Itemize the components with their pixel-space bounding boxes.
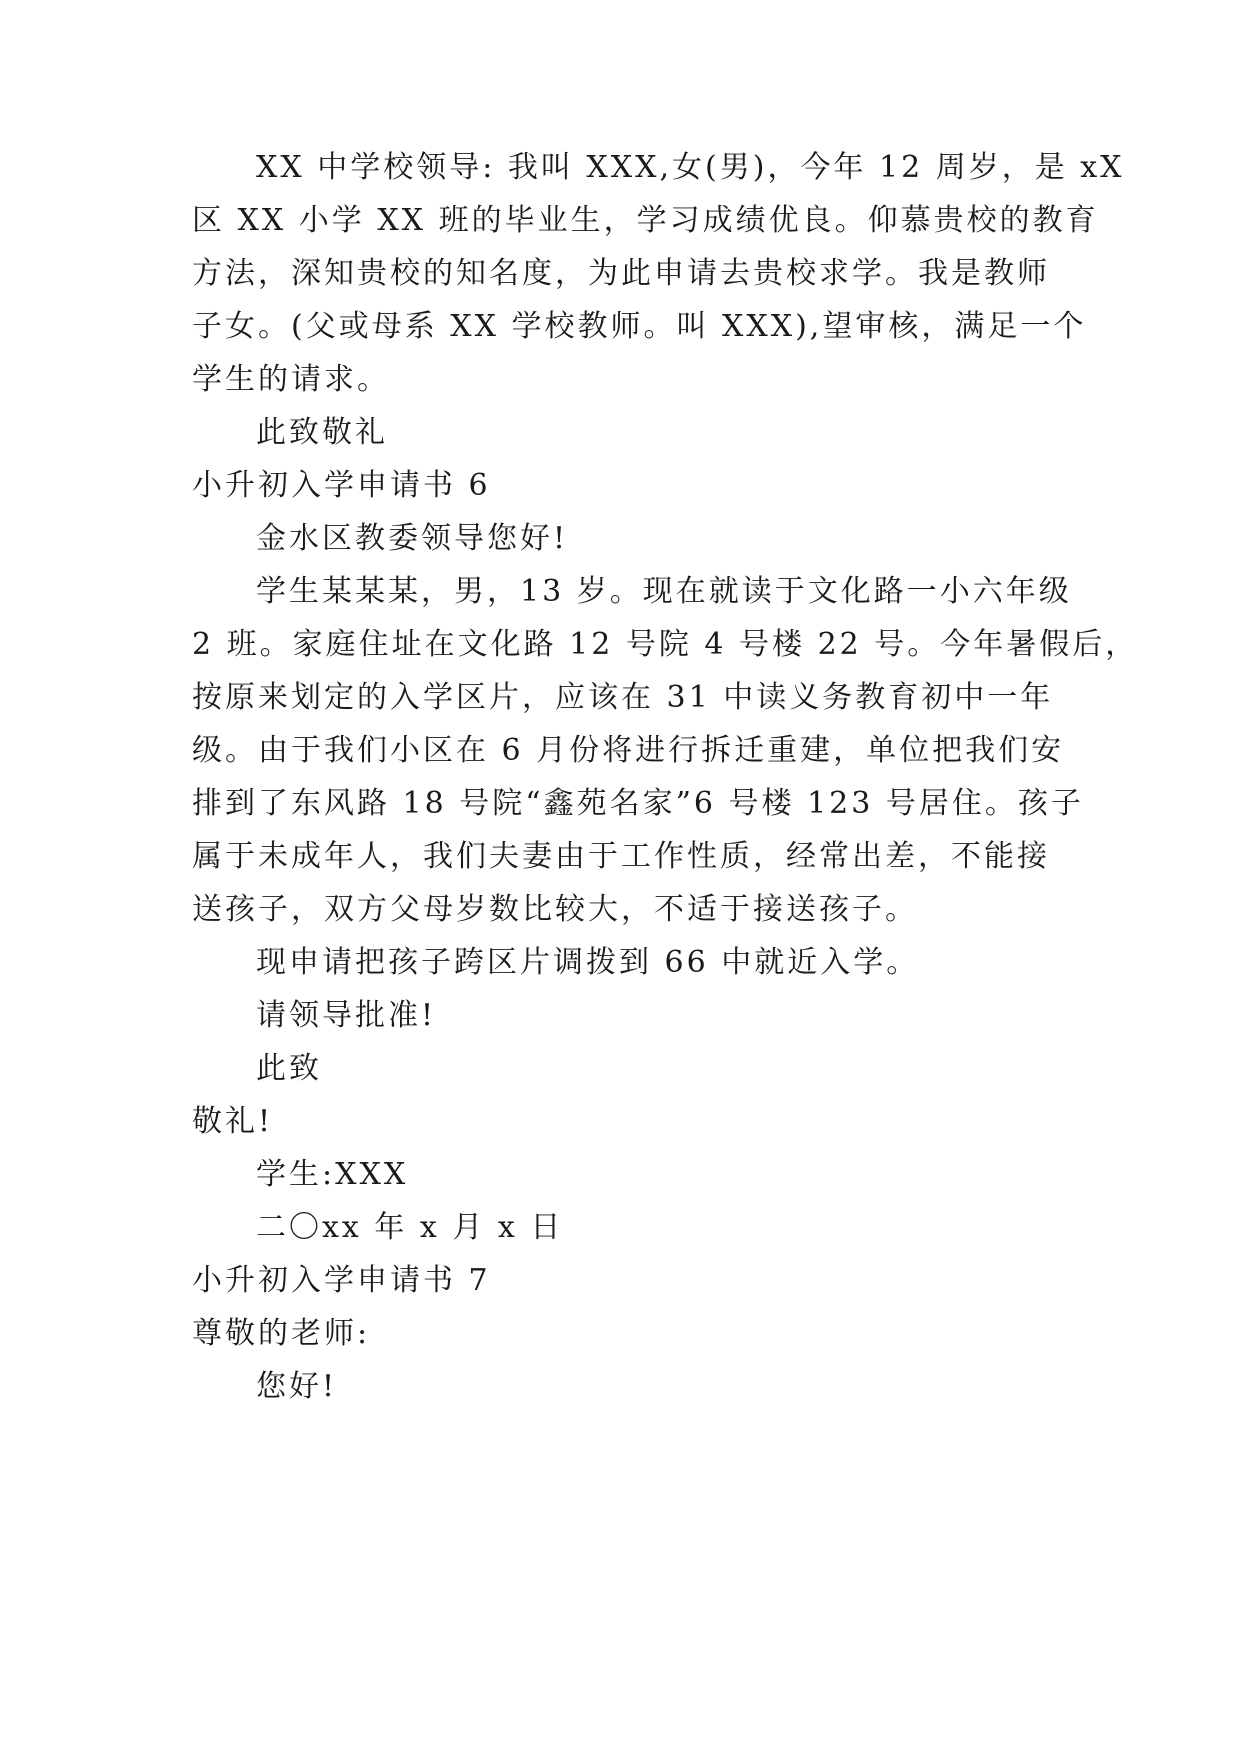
closing-salutation: 敬礼! xyxy=(192,1104,274,1139)
paragraph-line: 子女。(父或母系 XX 学校教师。叫 XXX),望审核，满足一个 xyxy=(192,309,1087,344)
greeting-line: 尊敬的老师: xyxy=(192,1316,371,1351)
greeting-line: 您好! xyxy=(256,1369,338,1404)
paragraph-line: 送孩子，双方父母岁数比较大，不适于接送孩子。 xyxy=(192,892,918,927)
greeting-line: 金水区教委领导您好! xyxy=(256,521,569,556)
paragraph-line: 2 班。家庭住址在文化路 12 号院 4 号楼 22 号。今年暑假后， xyxy=(192,627,1139,662)
paragraph-line: 排到了东风路 18 号院“鑫苑名家”6 号楼 123 号居住。孩子 xyxy=(192,786,1084,821)
paragraph-line: 按原来划定的入学区片，应该在 31 中读义务教育初中一年 xyxy=(192,680,1054,715)
paragraph-line: 学生的请求。 xyxy=(192,362,390,397)
paragraph-line: 学生某某某，男，13 岁。现在就读于文化路一小六年级 xyxy=(256,574,1072,609)
section-heading: 小升初入学申请书 6 xyxy=(192,468,491,503)
paragraph-line: 级。由于我们小区在 6 月份将进行拆迁重建，单位把我们安 xyxy=(192,733,1065,768)
paragraph-line: 方法，深知贵校的知名度，为此申请去贵校求学。我是教师 xyxy=(192,256,1050,291)
paragraph-line: 区 XX 小学 XX 班的毕业生，学习成绩优良。仰慕贵校的教育 xyxy=(192,203,1099,238)
paragraph-line: 现申请把孩子跨区片调拨到 66 中就近入学。 xyxy=(256,945,920,980)
closing-salutation: 此致 xyxy=(256,1051,322,1086)
paragraph-line: XX 中学校领导: 我叫 XXX,女(男)，今年 12 周岁，是 xX xyxy=(256,150,1125,185)
paragraph-line: 请领导批准! xyxy=(256,998,437,1033)
paragraph-line: 属于未成年人，我们夫妻由于工作性质，经常出差，不能接 xyxy=(192,839,1050,874)
section-heading: 小升初入学申请书 7 xyxy=(192,1263,491,1298)
signature-line: 学生:XXX xyxy=(256,1157,409,1192)
date-line: 二〇xx 年 x 月 x 日 xyxy=(256,1210,564,1245)
closing-salutation: 此致敬礼 xyxy=(256,415,388,450)
